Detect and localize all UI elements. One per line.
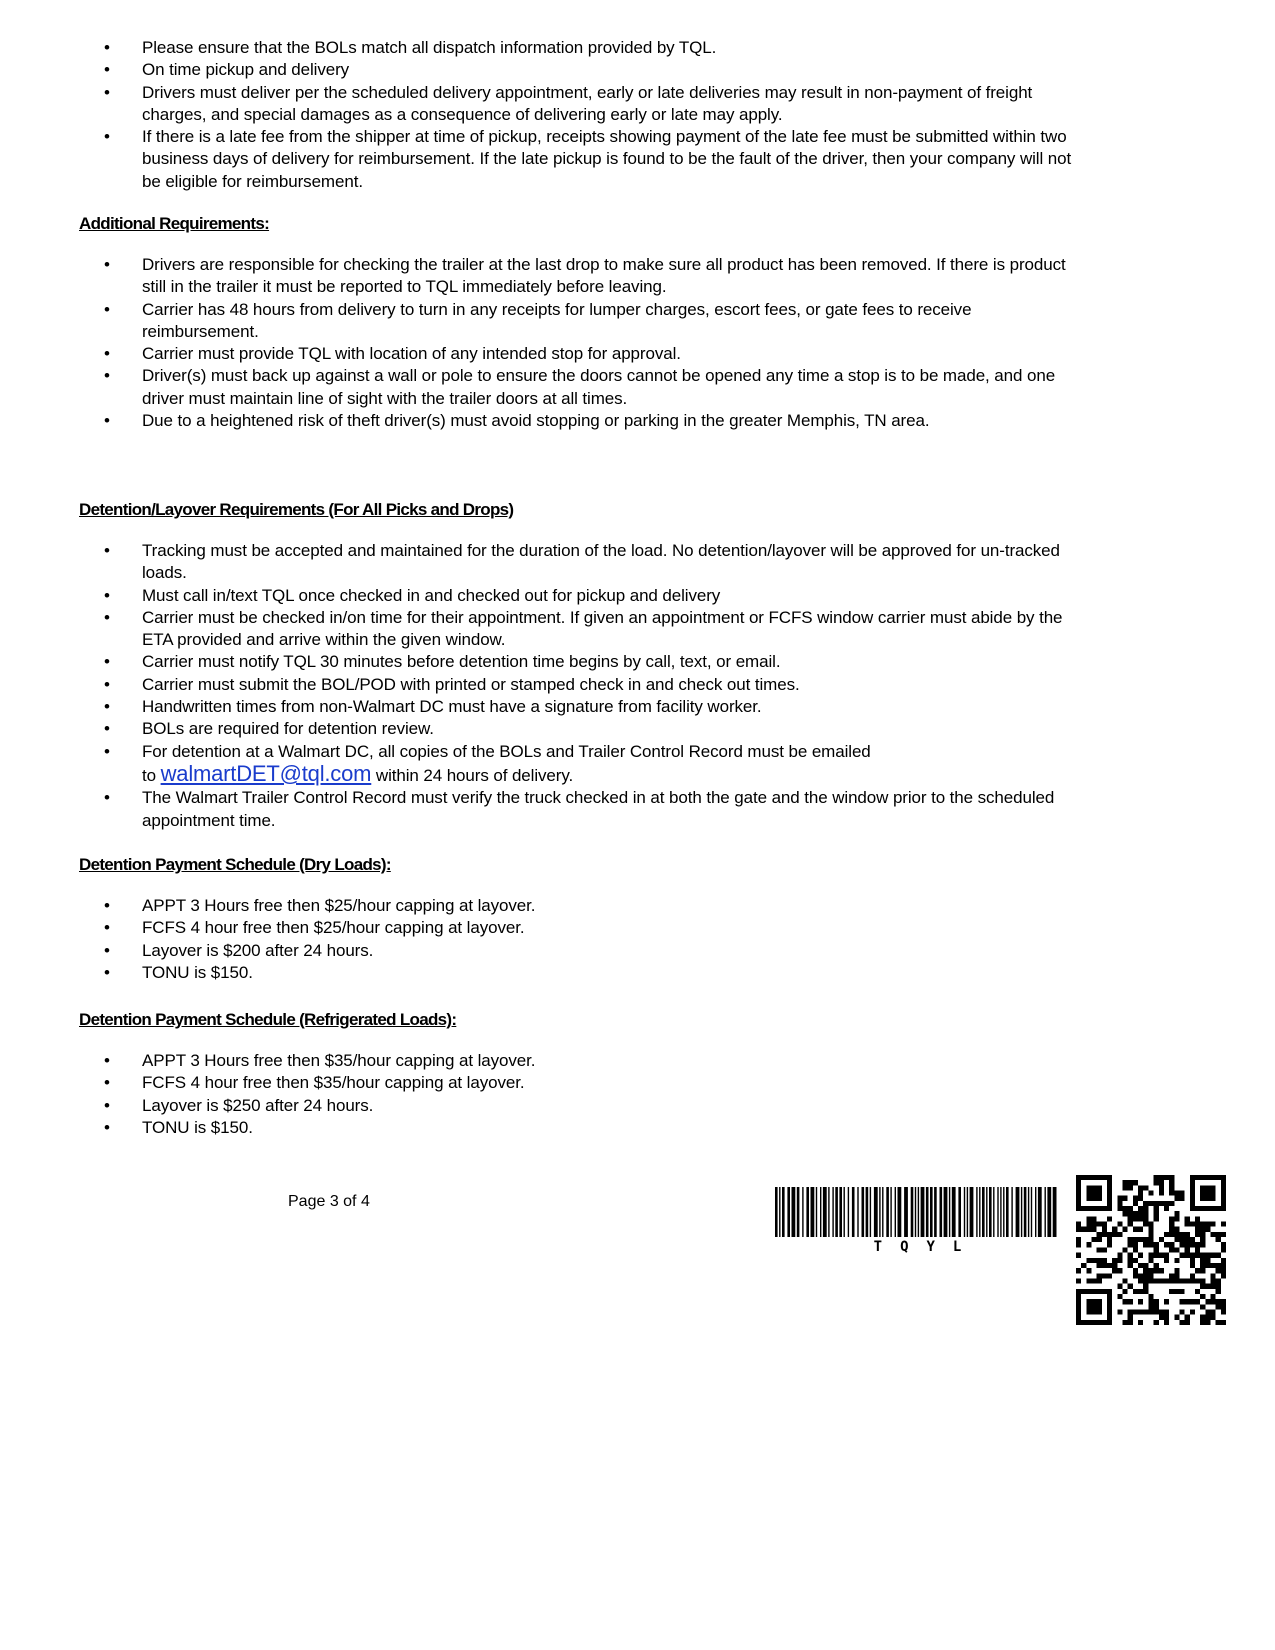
barcode [775, 1187, 1060, 1257]
list-item: • Carrier must be checked in/on time for their appointment. If given an appointment or FCFS window carrier must abide by the ETA provided and arrive within the given window. [104, 607, 1084, 652]
list-item: • APPT 3 Hours free then $25/hour capping at layover. [104, 895, 1084, 917]
walmart-email-suffix: within 24 hours of delivery. [371, 765, 574, 785]
list-item: • Please ensure that the BOLs match all dispatch information provided by TQL. [104, 37, 1084, 59]
list-item: • Carrier must submit the BOL/POD with printed or stamped check in and check out times. [104, 674, 1084, 696]
dry-loads-list [104, 895, 1084, 984]
detention-requirements-heading: Detention/Layover Requirements (For All Picks and Drops) [79, 500, 514, 519]
walmart-email-line1: For detention at a Walmart DC, all copies of the BOLs and Trailer Control Record must be emailed [142, 741, 871, 761]
dry-loads-heading: Detention Payment Schedule (Dry Loads): [79, 855, 391, 874]
detention-requirements-list [104, 540, 1084, 832]
list-item: • Tracking must be accepted and maintained for the duration of the load. No detention/layover will be approved for un-tracked loads. [104, 540, 1084, 585]
list-item: • Carrier has 48 hours from delivery to turn in any receipts for lumper charges, escort fees, or gate fees to receive reimbursement. [104, 299, 1084, 344]
list-item: • Carrier must provide TQL with location of any intended stop for approval. [104, 343, 1084, 365]
list-item: • Driver(s) must back up against a wall or pole to ensure the doors cannot be opened any time a stop is to be made, and one driver must maintain line of sight with the trailer doors at all times. [104, 365, 1084, 410]
list-item: • Due to a heightened risk of theft driver(s) must avoid stopping or parking in the greater Memphis, TN area. [104, 410, 1084, 432]
additional-requirements-list [104, 254, 1084, 432]
list-item: • Layover is $200 after 24 hours. [104, 940, 1084, 962]
list-item: • Carrier must notify TQL 30 minutes before detention time begins by call, text, or email. [104, 651, 1084, 673]
additional-requirements-heading: Additional Requirements: [79, 214, 270, 233]
list-item: • BOLs are required for detention review. [104, 718, 1084, 740]
list-item: • If there is a late fee from the shipper at time of pickup, receipts showing payment of the late fee must be submitted within two business days of delivery for reimbursement. If the late pickup is found to be the fault of the driver, then your company will not be eligible for reimbursement. [104, 126, 1084, 193]
list-item: • APPT 3 Hours free then $35/hour capping at layover. [104, 1050, 1084, 1072]
list-item: • TONU is $150. [104, 1117, 1084, 1139]
list-item: • Must call in/text TQL once checked in and checked out for pickup and delivery [104, 585, 1084, 607]
list-item: • FCFS 4 hour free then $25/hour capping at layover. [104, 917, 1084, 939]
list-item: • TONU is $150. [104, 962, 1084, 984]
refrigerated-loads-list [104, 1050, 1084, 1139]
refrigerated-loads-heading: Detention Payment Schedule (Refrigerated Loads): [79, 1010, 457, 1029]
list-item: • Handwritten times from non-Walmart DC must have a signature from facility worker. [104, 696, 1084, 718]
walmart-det-email-link[interactable]: walmartDET@tql.com [160, 760, 372, 786]
list-item: • Drivers must deliver per the scheduled delivery appointment, early or late deliveries may result in non-payment of freight charges, and special damages as a consequence of delivering early or late may apply. [104, 82, 1084, 127]
barcode-bars [775, 1187, 1060, 1237]
qr-code-image [1076, 1175, 1226, 1325]
walmart-email-prefix: to [142, 765, 161, 785]
list-item: • The Walmart Trailer Control Record must verify the truck checked in at both the gate and the window prior to the scheduled appointment time. [104, 787, 1084, 832]
list-item: • FCFS 4 hour free then $35/hour capping at layover. [104, 1072, 1084, 1094]
list-item: • Drivers are responsible for checking the trailer at the last drop to make sure all product has been removed. If there is product still in the trailer it must be reported to TQL immediately before leaving. [104, 254, 1084, 299]
qr-code [1076, 1175, 1226, 1325]
top-requirements-list [104, 37, 1084, 193]
page-number: Page 3 of 4 [288, 1193, 370, 1210]
list-item: • On time pickup and delivery [104, 59, 1084, 81]
barcode-caption: TQYL [873, 1239, 980, 1255]
list-item: • Layover is $250 after 24 hours. [104, 1095, 1084, 1117]
walmart-email-item [104, 741, 1084, 788]
